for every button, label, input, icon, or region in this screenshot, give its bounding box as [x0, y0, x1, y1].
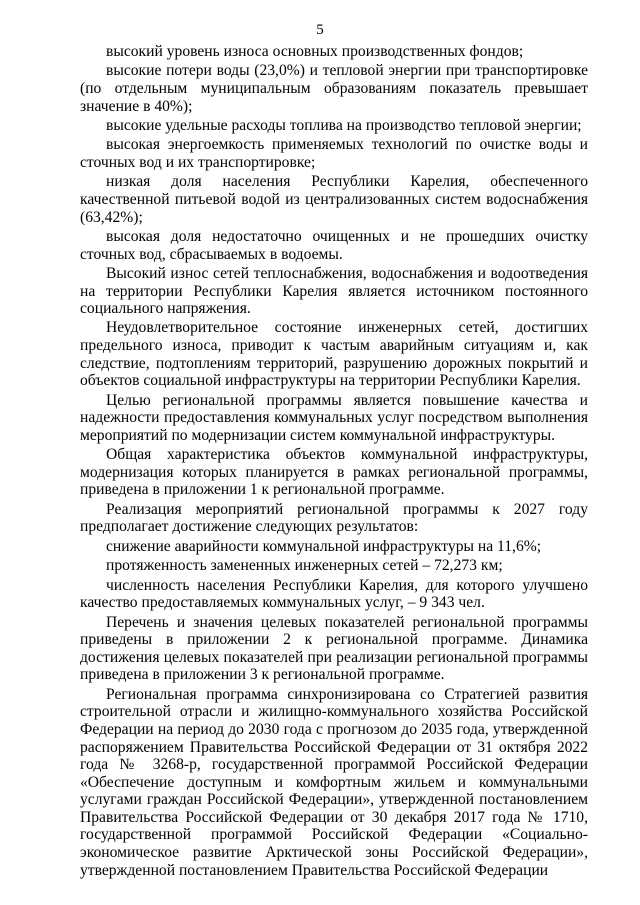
paragraph-2: высокие потери воды (23,0%) и тепловой энергии при транспортировке (по отдельным муниципальным образованиям показатель превышает значение в 40%);: [80, 62, 588, 115]
paragraph-1: высокий уровень износа основных производственных фондов;: [106, 43, 524, 60]
paragraph-16: Региональная программа синхронизирована со Стратегией развития строительной отрасли и жилищно-коммунального хозяйства Российской Федерации на период до 2030 года с прогнозом до 2035 года, утвержденной распоряжением Правительства Российской Федерации от 31 октября 2022 года № 3268-р, государственной программой Российской Федерации «Обеспечение доступным и комфортным жильем и коммунальными услугами граждан Российской Федерации», утвержденной постановлением Правительства Российской Федерации от 30 декабря 2017 года № 1710, государственной программой Российской Федерации «Социально-экономическое развитие Арктической зоны Российской Федерации», утвержденной постановлением Правительства Российской Федерации: [80, 685, 588, 879]
paragraph-3: высокие удельные расходы топлива на производство тепловой энергии;: [106, 116, 582, 134]
paragraph-14: численность населения Республики Карелия, для которого улучшено качество предоставляемых коммунальных услуг, – 9 343 чел.: [80, 576, 588, 612]
paragraph-10: Общая характеристика объектов коммунальной инфраструктуры, модернизация которых планируется в рамках региональной программы, приведена в приложении 1 к региональной программе.: [80, 446, 588, 499]
paragraph-15: Перечень и значения целевых показателей региональной программы приведены в приложении 2 к региональной программе. Динамика достижения целевых показателей при реализации региональной программы приведена в приложении 3 к региональной программе.: [80, 613, 588, 684]
paragraph-9: Целью региональной программы является повышение качества и надежности предоставления коммунальных услуг посредством выполнения мероприятий по модернизации систем коммунальной инфраструктуры.: [80, 391, 588, 444]
paragraph-6: высокая доля недостаточно очищенных и не прошедших очистку сточных вод, сбрасываемых в водоемы.: [80, 227, 588, 263]
paragraph-4: высокая энергоемкость применяемых технологий по очистке воды и сточных вод и их транспортировке;: [80, 136, 588, 171]
paragraph-12: снижение аварийности коммунальной инфраструктуры на 11,6%;: [106, 537, 542, 555]
paragraph-7: Высокий износ сетей теплоснабжения, водоснабжения и водоотведения на территории Республики Карелия является источником постоянного социального напряжения.: [80, 264, 588, 318]
paragraph-8: Неудовлетворительное состояние инженерных сетей, достигших предельного износа, приводит к частым аварийным ситуациям и, как следствие, подтоплениям территорий, разрушению дорожных покрытий и объектов социальной инфраструктуры на территории Республики Карелия.: [80, 319, 588, 390]
page-number: 5: [316, 22, 324, 38]
body-text: [80, 43, 588, 879]
paragraph-11: Реализация мероприятий региональной программы к 2027 году предполагает достижение следующих результатов:: [80, 500, 588, 536]
paragraph-5: низкая доля населения Республики Карелия, обеспеченного качественной питьевой водой из централизованных систем водоснабжения (63,42%);: [80, 173, 588, 226]
paragraph-13: протяженность замененных инженерных сетей – 72,273 км;: [106, 557, 503, 575]
